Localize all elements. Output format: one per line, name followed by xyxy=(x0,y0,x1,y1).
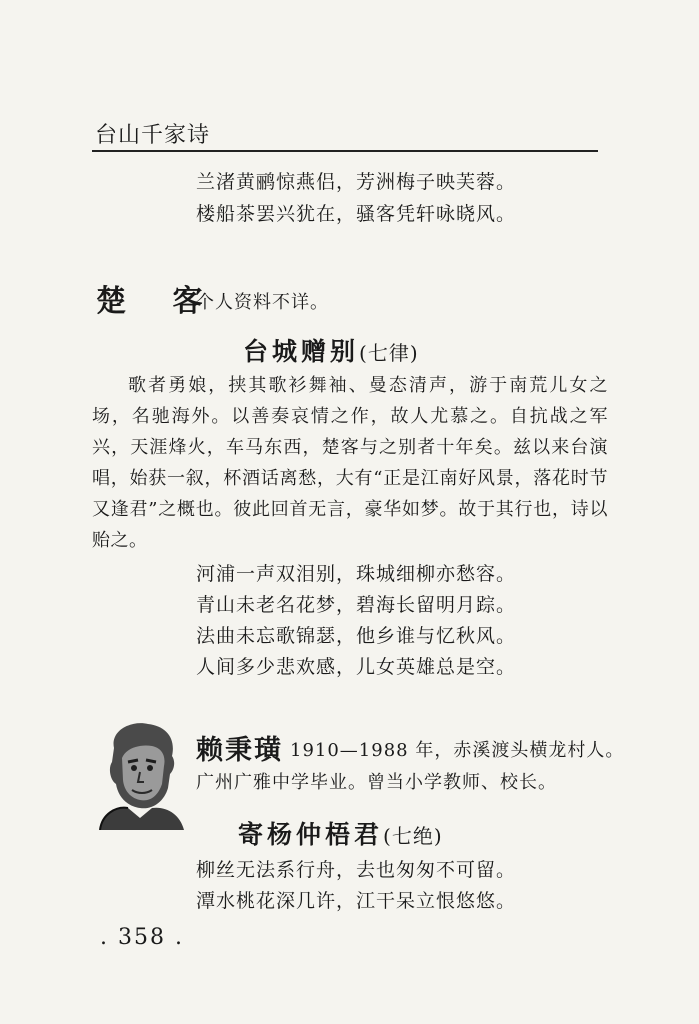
poem-preface: 歌者勇娘，挟其歌衫舞袖、曼态清声，游于南荒儿女之场，名驰海外。以善奏哀情之作，故人尤慕之。自抗战之军兴，天涯烽火，车马东西，楚客与之别者十年矣。兹以来台演唱，始获一叙，杯酒话离愁，大有“正是江南好风景，落花时节又逢君”之概也。彼此回首无言，豪华如梦。故于其行也，诗以贻之。 xyxy=(92,375,608,551)
poem-title xyxy=(243,332,419,368)
poem-line-2: 潭水桃花深几许，江干呆立恨悠悠。 xyxy=(196,890,517,912)
poem-title-text: 寄杨仲梧君 xyxy=(238,820,384,849)
header-rule xyxy=(92,150,598,152)
poet-portrait xyxy=(92,718,190,830)
poem-form: (七律) xyxy=(359,341,419,365)
poem-line-4: 人间多少悲欢感，儿女英雄总是空。 xyxy=(196,656,517,678)
poet-note: 个人资料不详。 xyxy=(196,292,329,313)
poem-title xyxy=(238,815,443,851)
poem-line-1: 柳丝无法系行舟，去也匆匆不可留。 xyxy=(196,859,517,881)
running-header: 台山千家诗 xyxy=(95,123,211,148)
poem-title-text: 台城赠别 xyxy=(243,337,360,366)
page-number: . 358 . xyxy=(100,925,184,950)
poet-bio-line-2: 广州广雅中学毕业。曾当小学教师、校长。 xyxy=(196,772,557,793)
poet-name: 楚 客 xyxy=(96,284,221,319)
poet-name: 赖秉璜 xyxy=(196,735,283,766)
poem-line-3: 法曲未忘歌锦瑟，他乡谁与忆秋风。 xyxy=(196,625,517,647)
prev-poem-line-2: 楼船茶罢兴犹在，骚客凭轩咏晓风。 xyxy=(196,203,517,225)
poem-line-1: 河浦一声双泪别，珠城细柳亦愁容。 xyxy=(196,563,517,585)
poem-line-2: 青山未老名花梦，碧海长留明月踪。 xyxy=(196,594,517,616)
prev-poem-line-1: 兰渚黄鹂惊燕侣，芳洲梅子映芙蓉。 xyxy=(196,171,517,193)
poet-bio-line-1: 1910—1988 年，赤溪渡头横龙村人。 xyxy=(290,740,625,761)
poem-form: (七绝) xyxy=(383,824,443,848)
